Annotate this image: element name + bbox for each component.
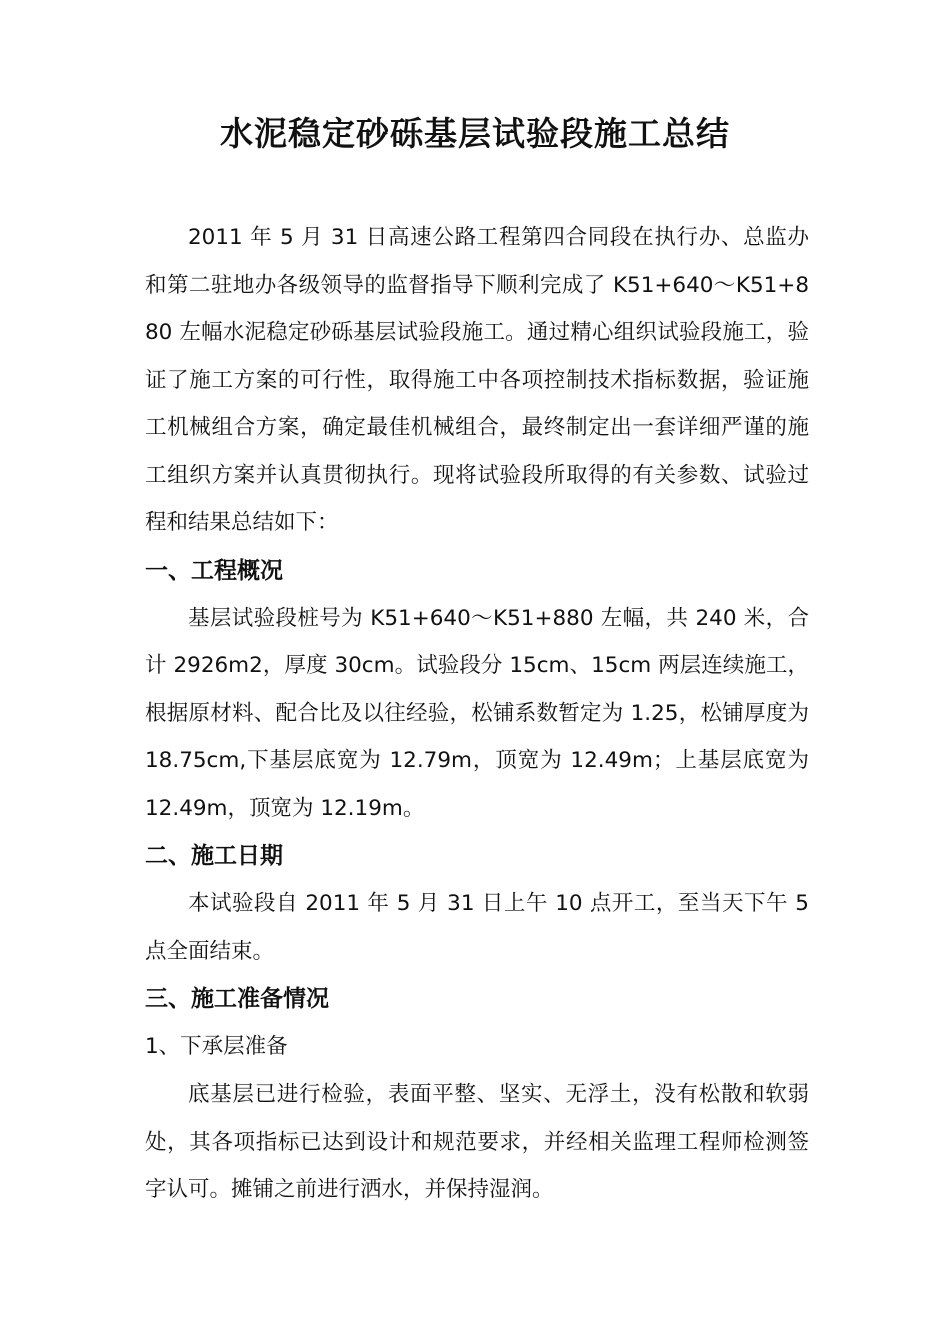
document-body	[145, 214, 809, 1214]
document-title: 水泥稳定砂砾基层试验段施工总结	[220, 114, 730, 153]
subsection-heading-base-layer: 1、下承层准备	[145, 1034, 288, 1059]
dates-paragraph: 本试验段自 2011 年 5 月 31 日上午 10 点开工，至当天下午 5 点全面结束。	[145, 891, 809, 964]
section-heading-dates: 二、施工日期	[145, 843, 283, 869]
overview-paragraph: 基层试验段桩号为 K51+640～K51+880 左幅，共 240 米，合计 2926m2，厚度 30cm。试验段分 15cm、15cm 两层连续施工，根据原材料、配合比及以往经验，松铺系数暂定为 1.25，松铺厚度为 18.75cm,下基层底宽为 12.79m，顶宽为 12.49m；上基层底宽为 12.49m，顶宽为 12.19m。	[145, 605, 809, 821]
intro-paragraph: 2011 年 5 月 31 日高速公路工程第四合同段在执行办、总监办和第二驻地办各级领导的监督指导下顺利完成了 K51+640～K51+880 左幅水泥稳定砂砾基层试验段施工。通过精心组织试验段施工，验证了施工方案的可行性，取得施工中各项控制技术指标数据，验证施工机械组合方案，确定最佳机械组合，最终制定出一套详细严谨的施工组织方案并认真贯彻执行。现将试验段所取得的有关参数、试验过程和结果总结如下：	[145, 225, 809, 535]
section-heading-preparation: 三、施工准备情况	[145, 986, 329, 1012]
section-heading-overview: 一、工程概况	[145, 557, 283, 584]
preparation-paragraph: 底基层已进行检验，表面平整、坚实、无浮土，没有松散和软弱处，其各项指标已达到设计和规范要求，并经相关监理工程师检测签字认可。摊铺之前进行洒水，并保持湿润。	[145, 1082, 809, 1202]
